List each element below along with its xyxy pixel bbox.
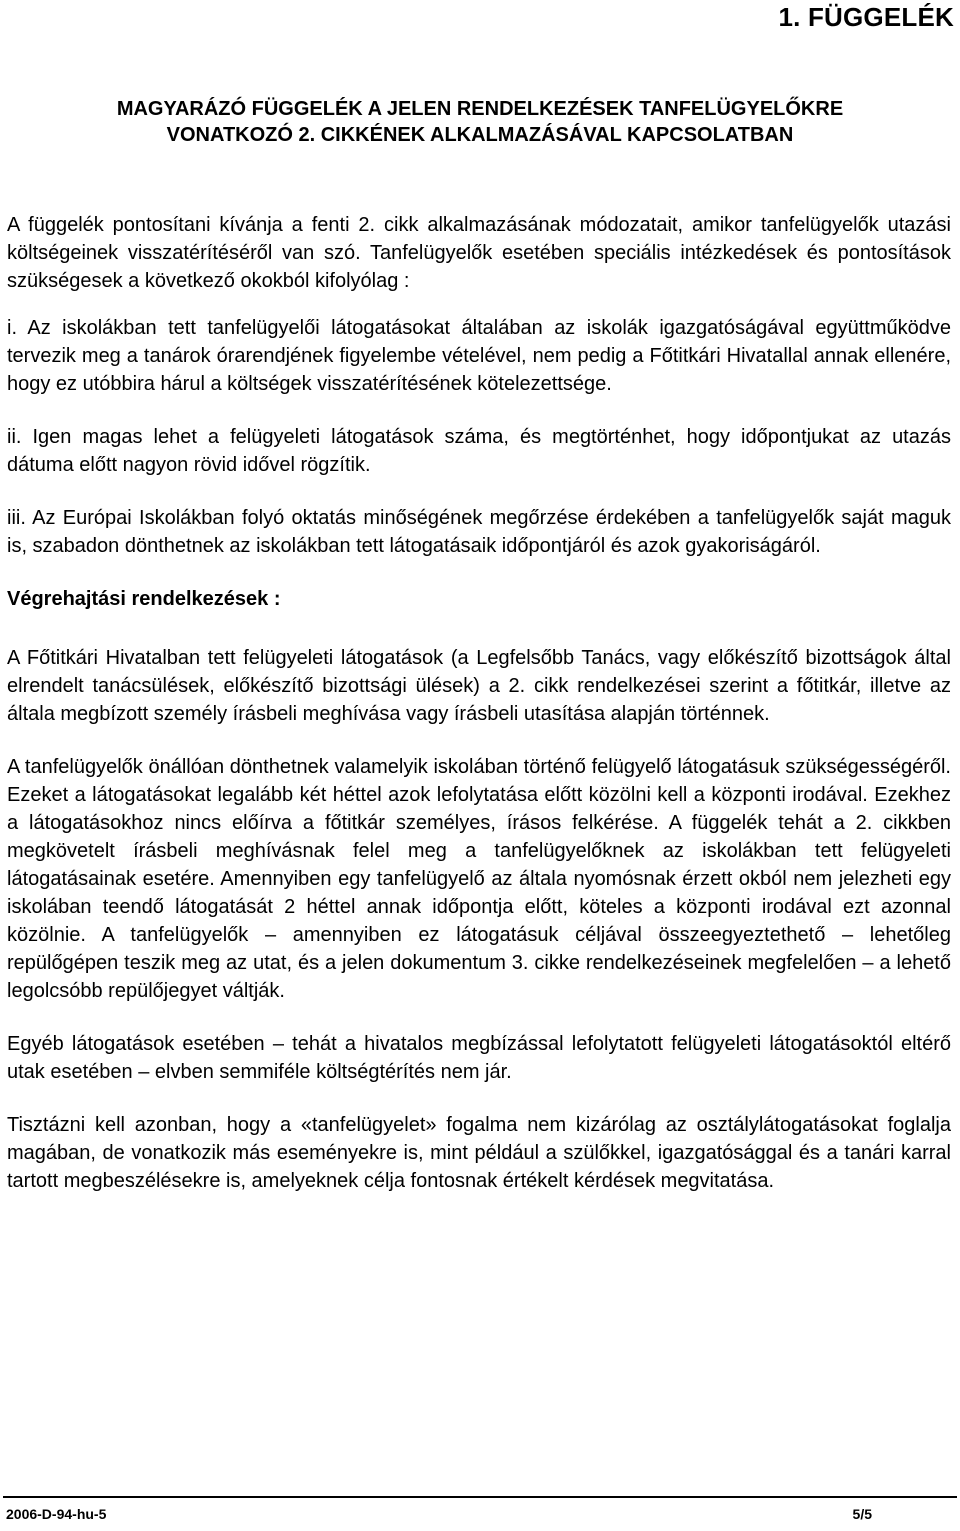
provision-paragraph-4: Tisztázni kell azonban, hogy a «tanfelügyelet» fogalma nem kizárólag az osztálylátogatásokat foglalja magában, de vonatkozik más eseményekre is, mint például a szülőkkel, igazgatósággal és a tanári karral tartott megbeszélésekre is, amelyeknek célja fontosnak értékelt kérdések megvitatása.	[7, 1114, 951, 1192]
reason-item-i: i. Az iskolákban tett tanfelügyelői látogatásokat általában az iskolák igazgatóságával együttműködve tervezik meg a tanárok órarendjének figyelembe vételével, nem pedig a Főtitkári Hivatallal annak ellenére, hogy ez utóbbira hárul a költségek visszatérítésének kötelezettsége.	[7, 317, 951, 395]
intro-paragraph: A függelék pontosítani kívánja a fenti 2. cikk alkalmazásának módozatait, amikor tanfelügyelők utazási költségeinek visszatérítéséről van szó. Tanfelügyelők esetében speciális intézkedések és pontosítások szükségesek a következő okokból kifolyólag :	[7, 214, 951, 292]
provision-paragraph-1: A Főtitkári Hivatalban tett felügyeleti látogatások (a Legfelsőbb Tanács, vagy előkészítő bizottságok által elrendelt tanácsülések, előkészítő bizottsági ülések) a 2. cikk rendelkezései szerint a főtitkár, illetve az általa megbízott személy írásbeli meghívása vagy írásbeli utasítása alapján történnek.	[7, 647, 951, 725]
document-title	[0, 96, 960, 148]
implementing-provisions-heading: Végrehajtási rendelkezések :	[7, 588, 281, 610]
reason-item-ii: ii. Igen magas lehet a felügyeleti látogatások száma, és megtörténhet, hogy időpontjukat az utazás dátuma előtt nagyon rövid idővel rögzítik.	[7, 426, 951, 476]
document-title-line-1: MAGYARÁZÓ FÜGGELÉK A JELEN RENDELKEZÉSEK TANFELÜGYELŐKRE	[116, 98, 844, 120]
footer-page-number: 5/5	[852, 1506, 872, 1522]
footer-document-reference: 2006-D-94-hu-5	[6, 1506, 107, 1522]
provision-paragraph-2: A tanfelügyelők önállóan dönthetnek valamelyik iskolában történő felügyelő látogatásuk szükségességéről. Ezeket a látogatásokat legalább két héttel azok lefolytatása előtt közölni kell a központi irodával. Ezekhez a látogatásokhoz nincs előírva a főtitkár személyes, írásos felkérése. A függelék tehát a 2. cikkben megkövetelt írásbeli meghívásnak felel meg a tanfelügyelőknek az iskolákban tett felügyeleti látogatásainak esetére. Amennyiben egy tanfelügyelő az általa nyomósnak érzett okból nem jelezheti egy iskolában teendő látogatását 2 héttel annak időpontja előtt, köteles a központi irodával ezt azonnal közölnie. A tanfelügyelők – amennyiben ez látogatásuk céljával összeegyeztethető – lehetőleg repülőgépen teszik meg az utat, és a jelen dokumentum 3. cikke rendelkezéseinek megfelelően – a lehető legolcsóbb repülőjegyet váltják.	[7, 756, 951, 1002]
appendix-heading: 1. FÜGGELÉK	[778, 2, 954, 32]
provision-paragraph-3: Egyéb látogatások esetében – tehát a hivatalos megbízással lefolytatott felügyeleti látogatásoktól eltérő utak esetében – elvben semmiféle költségtérítés nem jár.	[7, 1033, 951, 1083]
footer-divider	[3, 1496, 957, 1498]
document-body	[7, 211, 951, 1220]
reason-item-iii: iii. Az Európai Iskolákban folyó oktatás minőségének megőrzése érdekében a tanfelügyelők saját maguk is, szabadon dönthetnek az iskolákban tett látogatásaik időpontjáról és azok gyakoriságáról.	[7, 507, 951, 557]
document-title-line-2: VONATKOZÓ 2. CIKKÉNEK ALKALMAZÁSÁVAL KAPCSOLATBAN	[166, 124, 794, 146]
